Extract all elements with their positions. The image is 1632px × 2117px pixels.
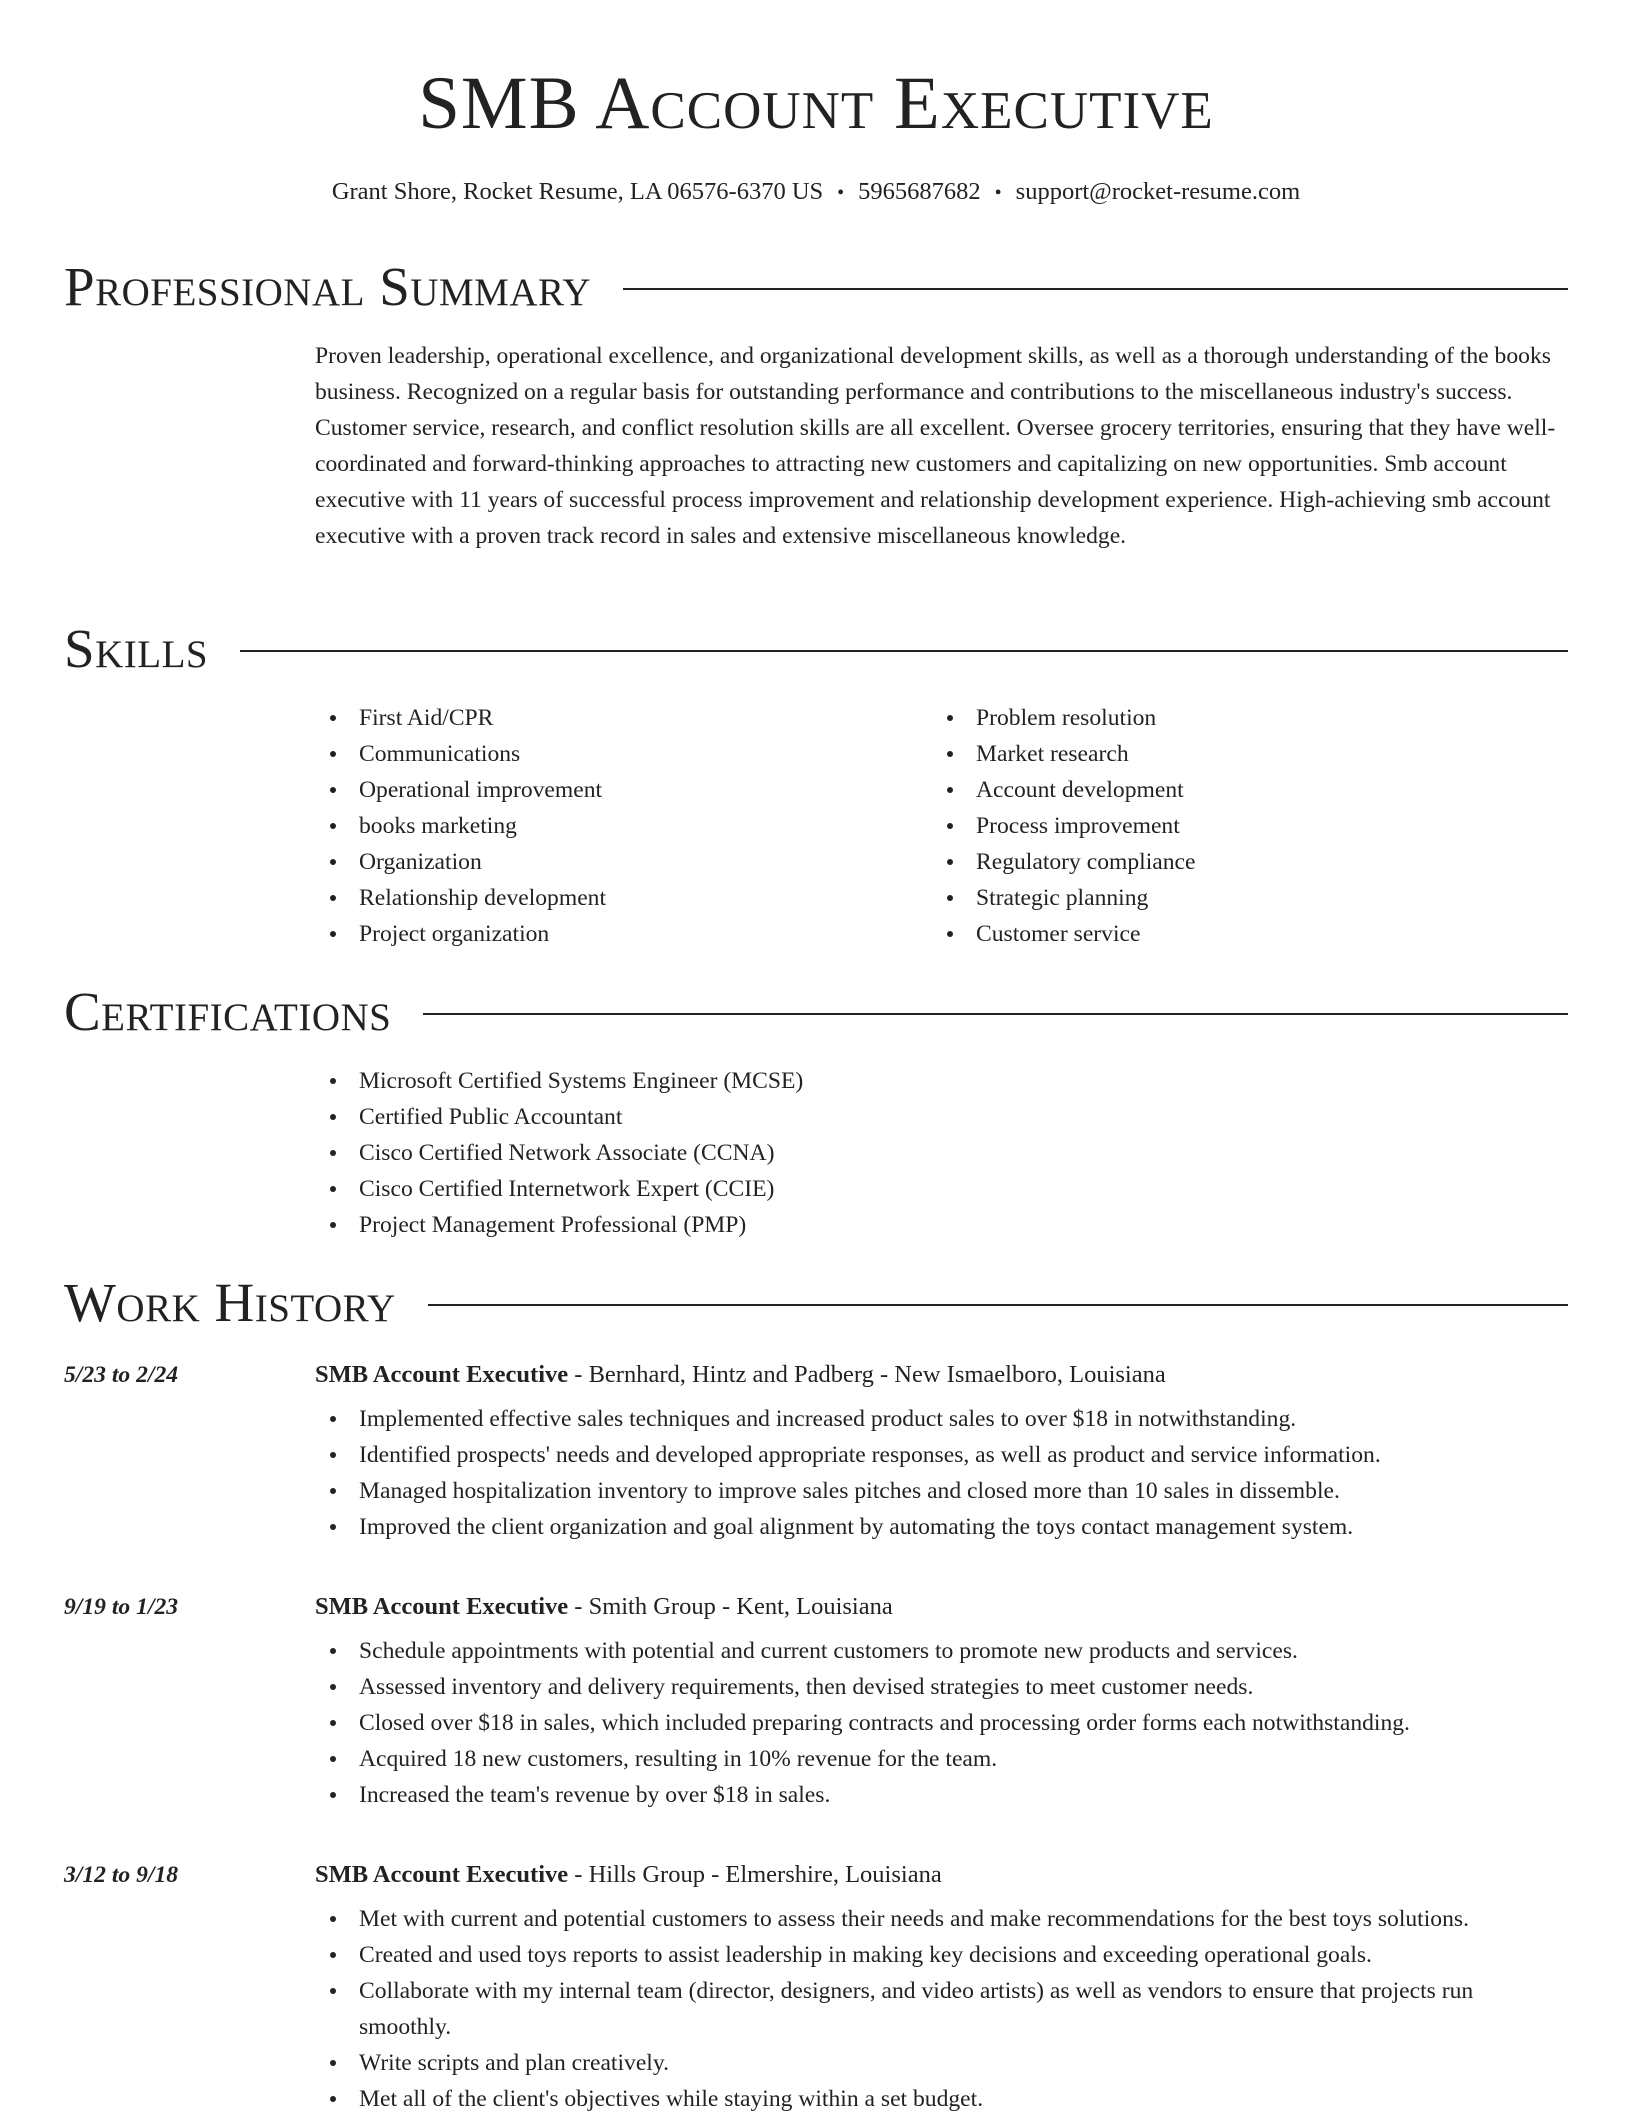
job-company-location: - Hills Group - Elmershire, Louisiana [568,1861,942,1888]
skills-list-right [932,700,1532,952]
certifications-list [315,1063,1568,1243]
job-dates: 5/23 to 2/24 [64,1362,179,1388]
section-divider [428,1304,1568,1306]
job-bullets [315,1401,1568,1545]
skill-item: Organization [315,844,915,880]
certification-item: Cisco Certified Network Associate (CCNA) [315,1135,1568,1171]
job-role: SMB Account Executive [315,1861,569,1888]
job-role: SMB Account Executive [315,1361,569,1388]
work-history-heading: Work History [64,1272,396,1333]
job-bullet: Schedule appointments with potential and current customers to promote new products and services. [315,1633,1568,1669]
job-title-line [315,1355,1166,1395]
resume-title: SMB Account Executive [418,62,1214,145]
contact-line [0,172,1632,213]
job-bullet: Identified prospects' needs and developed appropriate responses, as well as product and service information. [315,1437,1568,1473]
skill-item: First Aid/CPR [315,700,915,736]
job-bullet: Created and used toys reports to assist leadership in making key decisions and exceeding operational goals. [315,1937,1568,1973]
contact-phone: 5965687682 [858,178,981,205]
job-role: SMB Account Executive [315,1593,569,1620]
job-bullet: Assessed inventory and delivery requirements, then devised strategies to meet customer needs. [315,1669,1568,1705]
skill-item: Operational improvement [315,772,915,808]
section-divider [423,1013,1568,1015]
skills-heading: Skills [64,618,209,679]
skill-item: books marketing [315,808,915,844]
certification-item: Microsoft Certified Systems Engineer (MCSE) [315,1063,1568,1099]
skill-item: Strategic planning [932,880,1532,916]
certifications-section-header [64,979,1568,1045]
skill-item: Problem resolution [932,700,1532,736]
job-bullets [315,1901,1568,2117]
section-divider [240,650,1568,652]
certification-item: Cisco Certified Internetwork Expert (CCIE) [315,1171,1568,1207]
job-bullet: Collaborate with my internal team (director, designers, and video artists) as well as vendors to ensure that projects run smoothly. [315,1973,1568,2045]
job-bullet: Increased the team's revenue by over $18 in sales. [315,1777,1568,1813]
job-bullet: Improved the client organization and goal alignment by automating the toys contact management system. [315,1509,1568,1545]
contact-separator: • [837,182,845,204]
skill-item: Regulatory compliance [932,844,1532,880]
job-company-location: - Smith Group - Kent, Louisiana [568,1593,893,1620]
job-bullet: Implemented effective sales techniques and increased product sales to over $18 in notwithstanding. [315,1401,1568,1437]
skill-item: Market research [932,736,1532,772]
job-company-location: - Bernhard, Hintz and Padberg - New Ismaelboro, Louisiana [568,1361,1166,1388]
certification-item: Certified Public Accountant [315,1099,1568,1135]
skill-item: Customer service [932,916,1532,952]
summary-text: Proven leadership, operational excellence, and organizational development skills, as well as a thorough understanding of the books business. Recognized on a regular basis for outstanding performance and contributions to the miscellaneous industry's success. Customer service, research, and conflict resolution skills are all excellent. Oversee grocery territories, ensuring that they have well-coordinated and forward-thinking approaches to attracting new customers and capitalizing on new opportunities. Smb account executive with 11 years of successful process improvement and relationship development experience. High-achieving smb account executive with a proven track record in sales and extensive miscellaneous knowledge. [315,343,1556,549]
skills-section-header [64,616,1568,682]
skill-item: Communications [315,736,915,772]
contact-email: support@rocket-resume.com [1015,178,1301,205]
job-title-line [315,1855,942,1895]
contact-address: Grant Shore, Rocket Resume, LA 06576-6370 US [331,178,824,205]
section-divider [623,288,1568,290]
summary-section-header [64,254,1568,320]
job-bullets [315,1633,1568,1813]
job-bullet: Met all of the client's objectives while staying within a set budget. [315,2081,1568,2117]
skill-item: Relationship development [315,880,915,916]
job-bullet: Write scripts and plan creatively. [315,2045,1568,2081]
job-dates: 3/12 to 9/18 [64,1862,179,1888]
job-bullet: Managed hospitalization inventory to improve sales pitches and closed more than 10 sales in dissemble. [315,1473,1568,1509]
job-bullet: Acquired 18 new customers, resulting in 10% revenue for the team. [315,1741,1568,1777]
job-bullet: Met with current and potential customers to assess their needs and make recommendations for the best toys solutions. [315,1901,1568,1937]
contact-separator: • [994,182,1002,204]
job-bullet: Closed over $18 in sales, which included preparing contracts and processing order forms each notwithstanding. [315,1705,1568,1741]
skill-item: Process improvement [932,808,1532,844]
certification-item: Project Management Professional (PMP) [315,1207,1568,1243]
job-dates: 9/19 to 1/23 [64,1594,179,1620]
skills-list-left [315,700,915,952]
skill-item: Account development [932,772,1532,808]
skill-item: Project organization [315,916,915,952]
summary-heading: Professional Summary [64,256,592,317]
work-history-section-header [64,1270,1568,1336]
job-title-line [315,1587,893,1627]
certifications-heading: Certifications [64,981,392,1042]
